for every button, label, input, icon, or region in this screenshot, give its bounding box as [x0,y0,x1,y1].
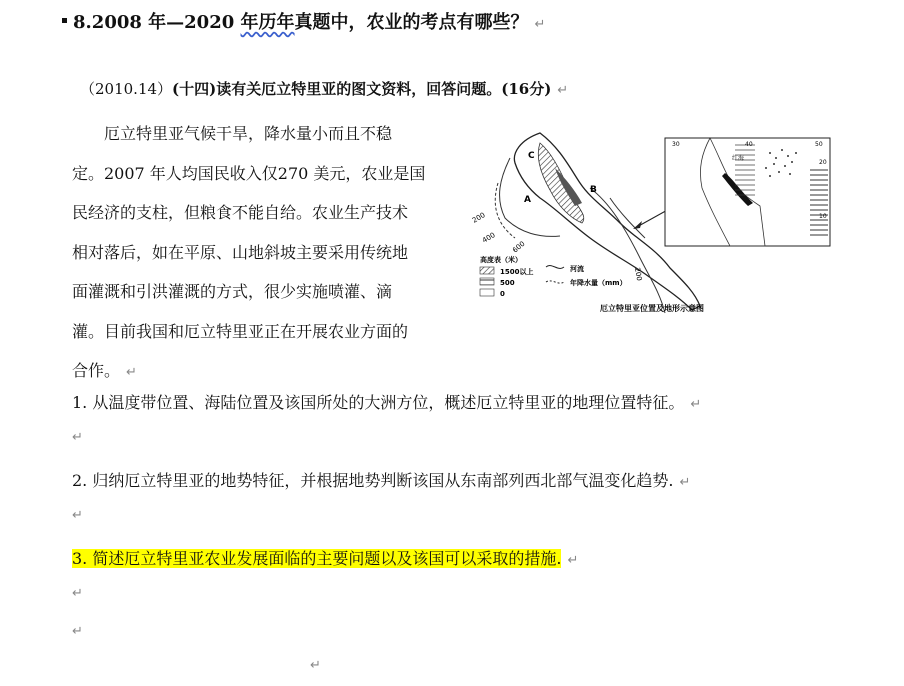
legend-label: 1500以上 [500,268,534,276]
contour-label: 600 [511,239,527,255]
question-source [80,78,568,99]
intro-line: 灌。目前我国和厄立特里亚正在开展农业方面的 [72,321,409,341]
point-label: A [524,195,531,205]
inset-tick: 10 [819,213,827,220]
figure-caption: 厄立特里亚位置及地形示意图 [600,304,704,313]
inset-hatch [810,168,828,238]
legend-swatch [480,278,494,285]
eritrea-map-image [470,128,835,318]
intro-line: 民经济的支柱，但粮食不能自给。农业生产技术 [72,203,409,222]
legend-label: 年降水量（mm） [570,279,627,287]
empty-paragraph-mark-icon: ↵ [72,508,83,523]
paragraph-mark-icon: ↵ [567,553,579,568]
heading-prefix: 8.2008 年—2020 [73,12,241,33]
river-legend-icon [546,266,564,269]
contour-label: 200 [633,266,644,282]
paragraph-mark-icon: ↵ [690,397,702,412]
contour-label: 200 [471,211,487,225]
paragraph-mark-icon: ↵ [679,475,691,490]
point-label: C [528,151,535,161]
bullet-icon [62,18,67,23]
intro-line: 厄立特里亚气候干旱，降水量小而且不稳 [72,124,393,143]
rain-isoline [495,183,515,238]
heading-suffix: 真题中，农业的考点有哪些？ [294,12,529,33]
question-text-highlighted: 3. 简述厄立特里亚农业发展面临的主要问题以及该国可以采取的措施. [72,549,562,568]
question-text: 2. 归纳厄立特里亚的地势特征，并根据地势判断该国从东南部列西北部气温变化趋势. [72,471,674,490]
intro-line: 相对落后，如在平原、山地斜坡主要采用传统地 [72,242,409,262]
section-heading [62,8,545,34]
intro-paragraph [72,114,448,393]
inset-tick: 50 [815,141,823,148]
paragraph-mark-icon: ↵ [126,365,137,380]
legend-swatch [480,267,494,274]
source-year: （2010.14） [80,80,173,98]
empty-paragraph-mark-icon: ↵ [72,430,83,445]
legend-label: 500 [500,279,515,287]
legend-title: 高度表（米） [480,256,522,264]
empty-paragraph-mark-icon: ↵ [310,658,321,673]
legend-swatch [480,289,494,296]
inset-tick: 40 [745,141,753,148]
inset-tick: 20 [819,159,827,166]
question-text: 1. 从温度带位置、海陆位置及该国所处的大洲方位，概述厄立特里亚的地理位置特征。 [72,393,685,412]
paragraph-mark-icon: ↵ [534,17,546,32]
intro-line: 面灌溉和引洪灌溉的方式，很少实施喷灌、滴 [72,282,393,301]
contour-label: 400 [481,231,497,245]
question-2 [72,468,690,491]
rain-legend-icon [546,281,564,283]
map-figure [470,128,835,318]
inset-hatch [735,143,755,198]
inset-label: 红海 [732,155,745,162]
intro-line: 定。2007 年人均国民收入仅270 美元，农业是国 [72,163,426,183]
question-3 [72,546,578,569]
source-text: (十四)读有关厄立特里亚的图文资料，回答问题。(16分) [172,80,552,98]
empty-paragraph-mark-icon: ↵ [72,624,83,639]
point-label: B [590,185,597,195]
empty-paragraph-mark-icon: ↵ [72,586,83,601]
paragraph-mark-icon: ↵ [557,83,569,98]
legend-label: 0 [500,290,505,298]
question-1 [72,390,701,413]
heading-spellcheck-text: 年历年 [240,12,295,33]
inset-tick: 30 [672,141,680,148]
intro-line: 合作。 [72,361,121,380]
legend-label: 河流 [570,265,584,273]
